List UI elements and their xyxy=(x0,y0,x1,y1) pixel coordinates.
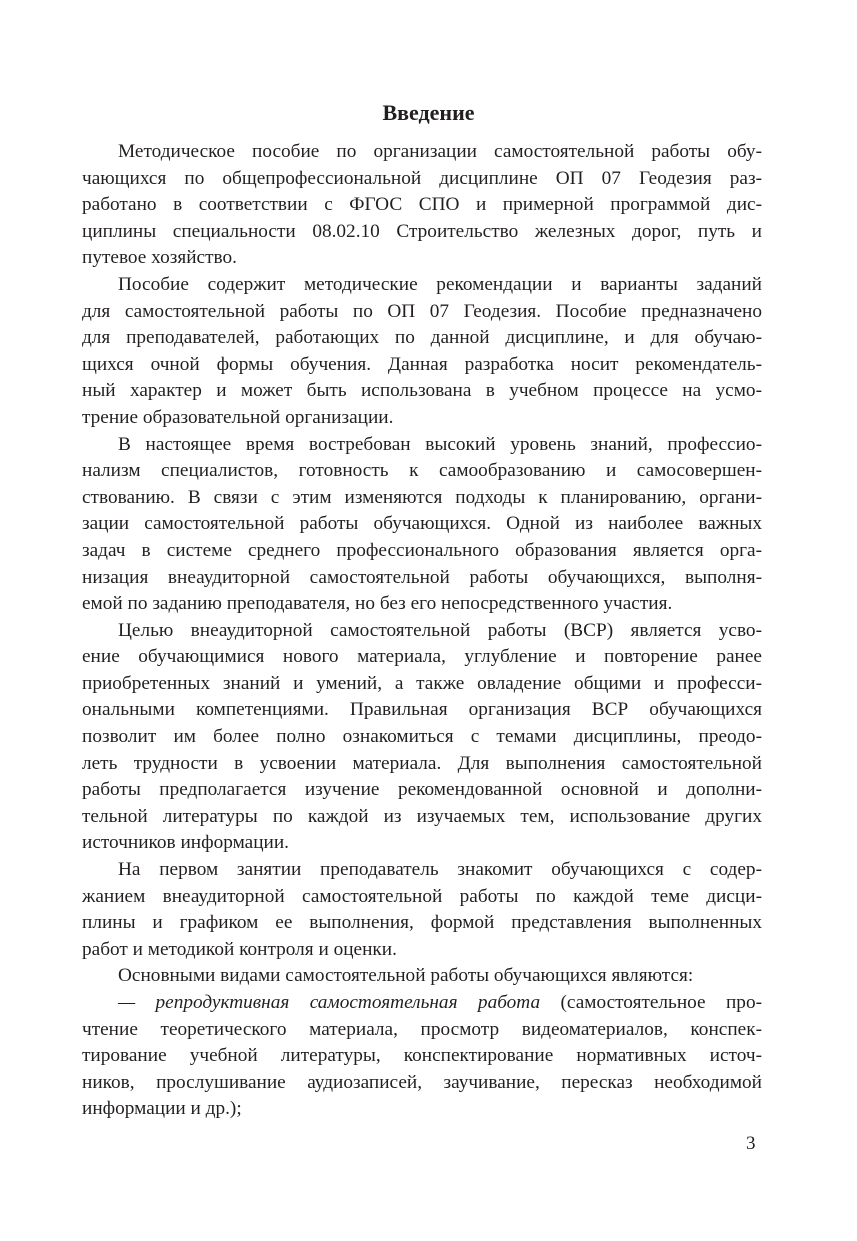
text-line: леть трудности в усвоении материала. Для выполнения самостоятельной xyxy=(82,752,762,774)
text-line: Основными видами самостоятельной работы обучающихся являются: xyxy=(118,965,694,987)
paragraph xyxy=(82,432,762,618)
page-number: 3 xyxy=(746,1133,756,1154)
text-line: Методическое пособие по организации самостоятельной работы обу- xyxy=(118,141,762,162)
text-line: плины и графиком ее выполнения, формой представления выполненных xyxy=(82,912,762,934)
paragraph xyxy=(82,618,762,857)
text-line: ствованию. В связи с этим изменяются подходы к планированию, органи- xyxy=(82,486,762,508)
text-line: жанием внеаудиторной самостоятельной работы по каждой теме дисци- xyxy=(82,885,762,907)
text-line: работ и методикой контроля и оценки. xyxy=(82,938,397,960)
paragraph xyxy=(82,857,762,963)
text-line: приобретенных знаний и умений, а также овладение общими и професси- xyxy=(82,672,762,694)
text-line: для самостоятельной работы по ОП 07 Геодезия. Пособие предназначено xyxy=(82,300,762,322)
text-line: Пособие содержит методические рекомендации и варианты заданий xyxy=(118,273,762,295)
text-line: зации самостоятельной работы обучающихся. Одной из наиболее важных xyxy=(82,513,762,535)
text-line: задач в системе среднего профессионального образования является орга- xyxy=(82,539,762,561)
text-line: работы предполагается изучение рекомендованной основной и дополни- xyxy=(82,779,762,801)
text-line: трение образовательной организации. xyxy=(82,406,394,428)
text-line: информации и др.); xyxy=(82,1098,242,1120)
text-line: В настоящее время востребован высокий уровень знаний, профессио- xyxy=(118,433,762,455)
text-fragment: (самостоятельное про- xyxy=(540,992,763,1013)
text-line: чтение теоретического материала, просмотр видеоматериалов, конспек- xyxy=(82,1018,762,1040)
text-line: источников информации. xyxy=(82,832,289,854)
text-line: ение обучающимися нового материала, углубление и повторение ранее xyxy=(82,646,762,668)
text-line: нализм специалистов, готовность к самообразованию и самосовершен- xyxy=(82,460,762,482)
text-line: На первом занятии преподаватель знакомит обучающихся с содер- xyxy=(118,859,762,881)
text-line: путевое хозяйство. xyxy=(82,247,237,269)
text-line: позволит им более полно ознакомиться с темами дисциплины, преодо- xyxy=(82,726,762,748)
paragraph xyxy=(82,963,762,990)
text-line: работано в соответствии с ФГОС СПО и примерной программой дис- xyxy=(82,194,762,216)
text-line: Целью внеаудиторной самостоятельной работы (ВСР) является усво- xyxy=(118,619,762,641)
text-line: щихся очной формы обучения. Данная разработка носит рекомендатель- xyxy=(82,353,762,375)
paragraph xyxy=(82,139,762,272)
text-line: емой по заданию преподавателя, но без его непосредственного участия. xyxy=(82,593,673,615)
text-line xyxy=(82,990,762,1017)
italic-term: — репродуктивная самостоятельная работа xyxy=(118,992,541,1013)
text-line: тирование учебной литературы, конспектирование нормативных источ- xyxy=(82,1045,762,1067)
text-line: ный характер и может быть использована в учебном процессе на усмо- xyxy=(82,380,762,402)
text-line: низация внеаудиторной самостоятельной работы обучающихся, выполня- xyxy=(82,566,762,588)
text-line: тельной литературы по каждой из изучаемых тем, использование других xyxy=(82,805,762,827)
text-line: для преподавателей, работающих по данной дисциплине, и для обучаю- xyxy=(82,327,762,349)
text-line: ональными компетенциями. Правильная организация ВСР обучающихся xyxy=(82,699,762,721)
text-line: циплины специальности 08.02.10 Строительство железных дорог, путь и xyxy=(82,220,762,242)
text-line: чающихся по общепрофессиональной дисциплине ОП 07 Геодезия раз- xyxy=(82,167,762,189)
list-item xyxy=(82,990,762,1123)
text-line: ников, прослушивание аудиозаписей, заучивание, пересказ необходимой xyxy=(82,1071,762,1093)
page-title: Введение xyxy=(382,100,475,125)
document-body xyxy=(82,139,762,1123)
paragraph xyxy=(82,272,762,432)
